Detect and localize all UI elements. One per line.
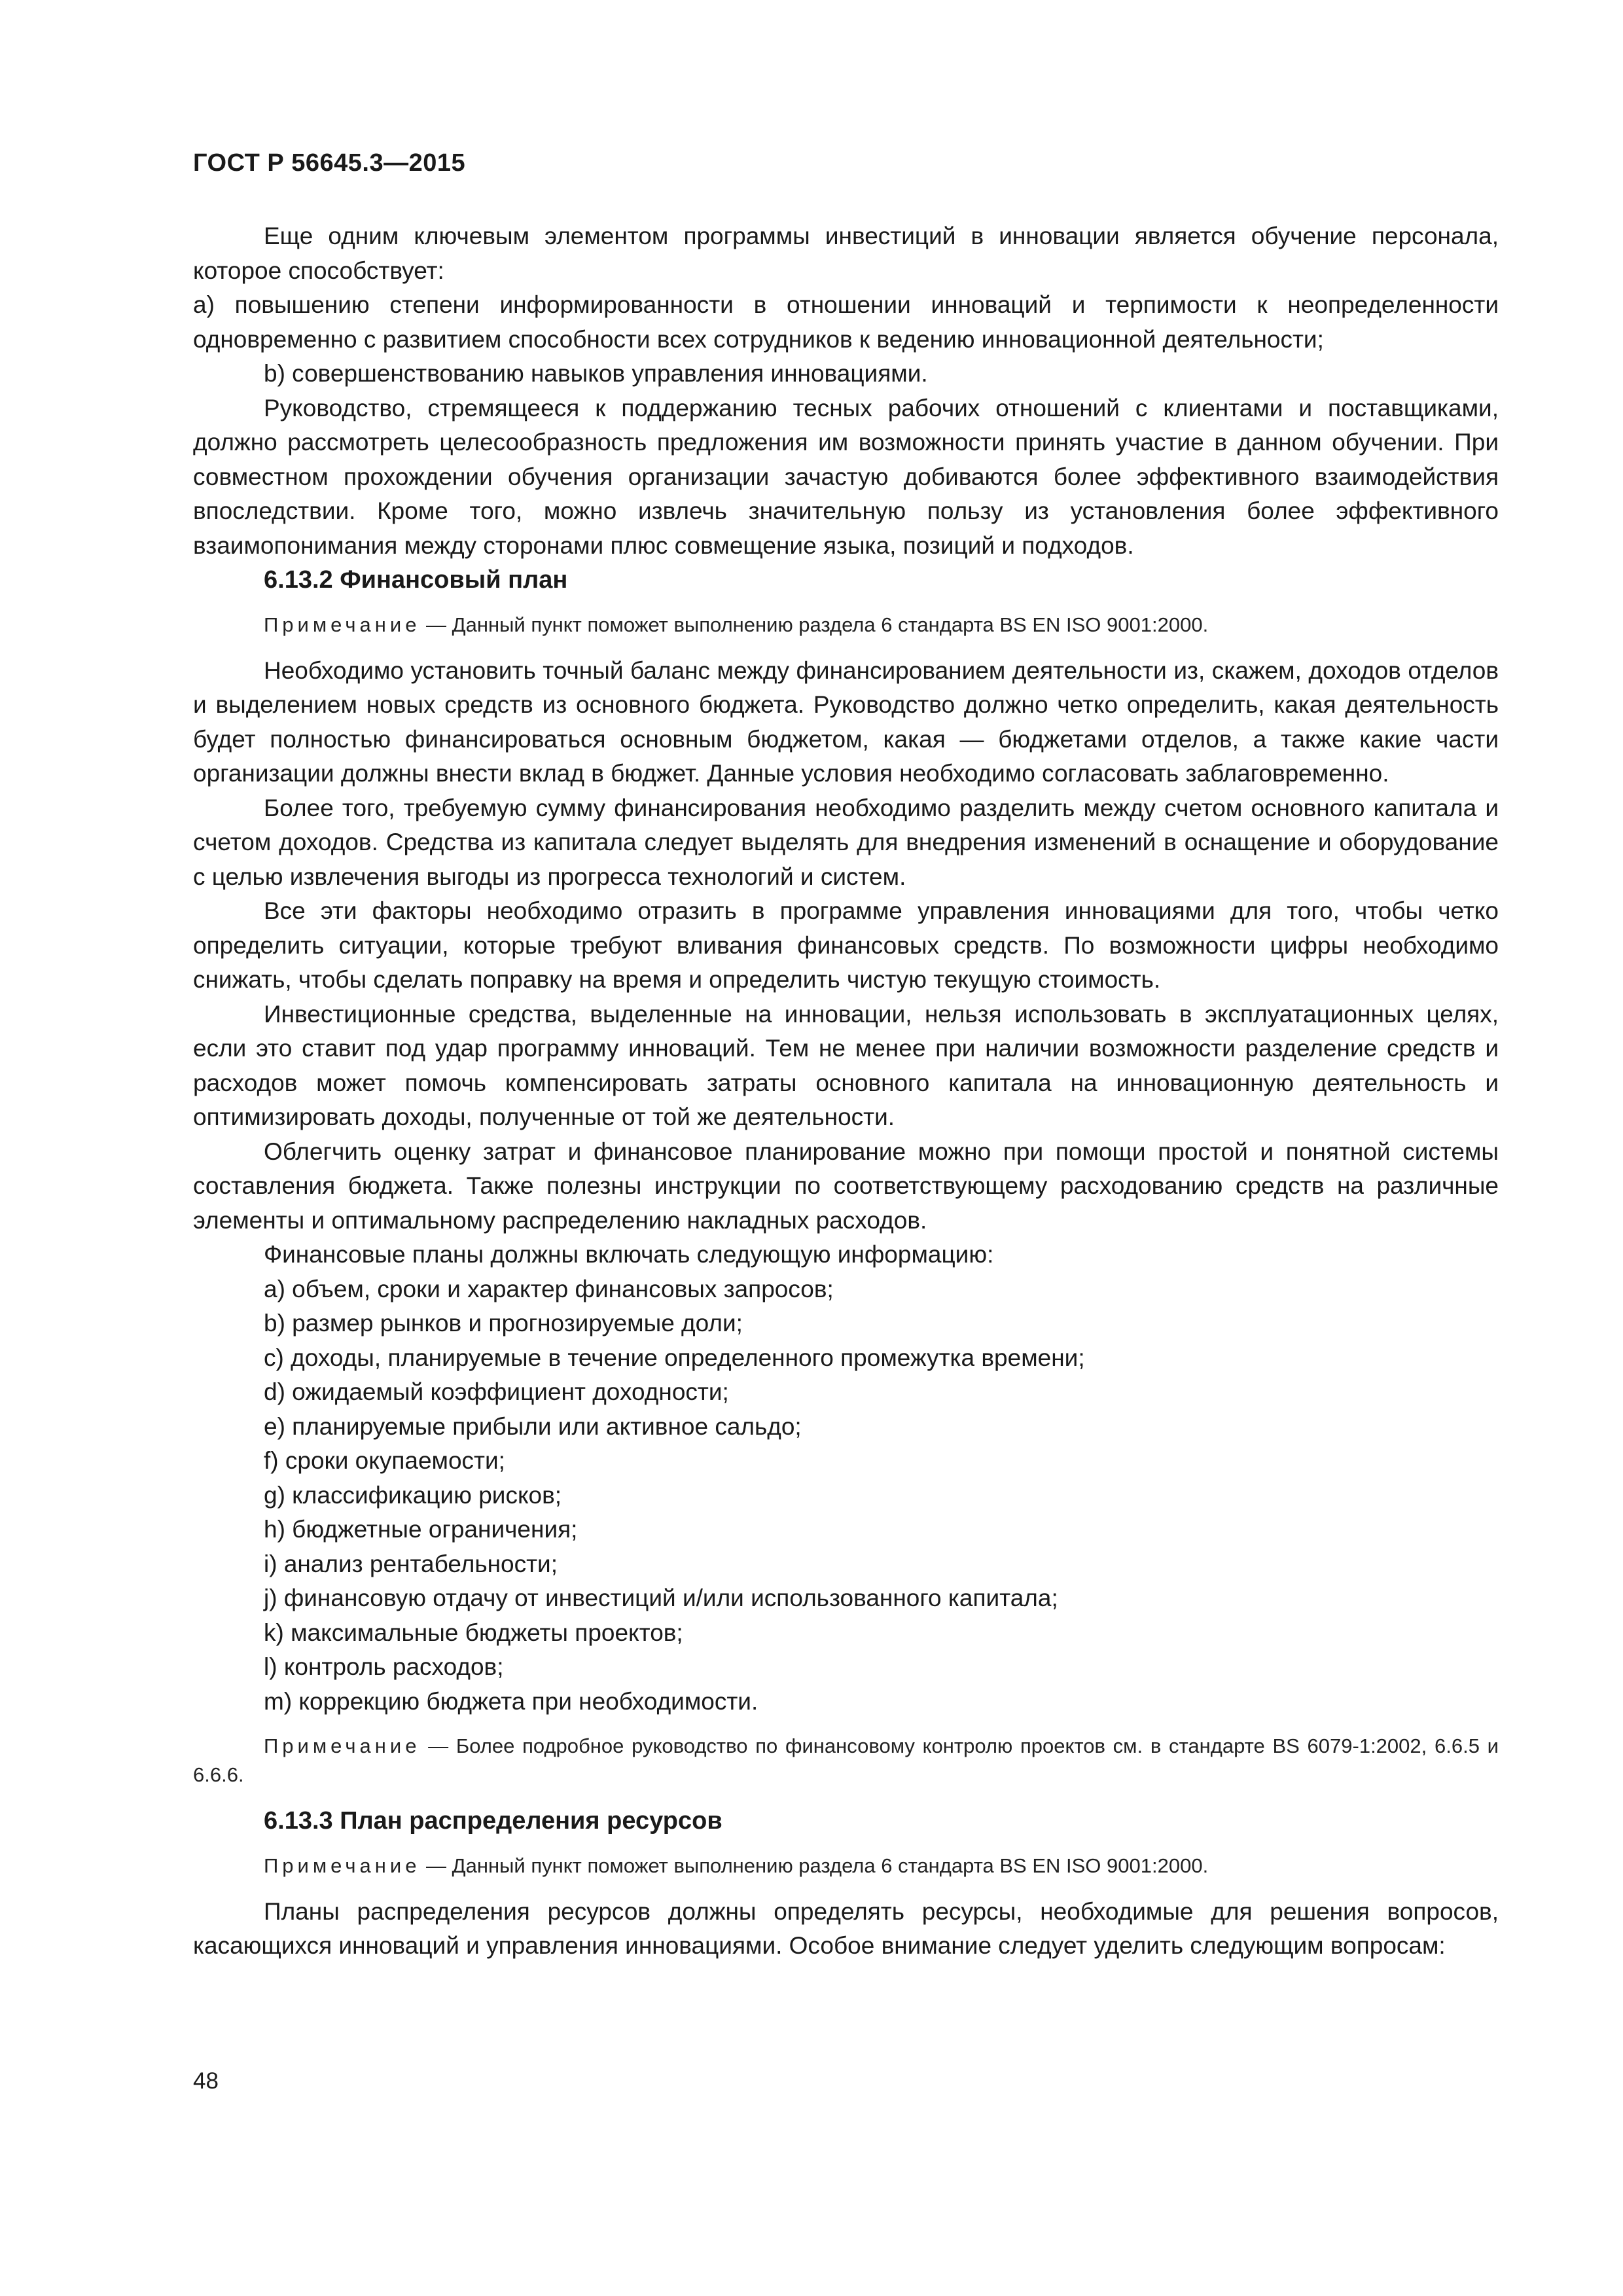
note-label: Примечание (264, 1854, 421, 1877)
paragraph-cost-estimation: Облегчить оценку затрат и финансовое планирование можно при помощи простой и понятной системы составления бюджета. Также полезны инструкции по соответствующему расходованию средств на различные элементы и оптимальному распределению накладных расходов. (193, 1138, 1499, 1234)
list-item: k) максимальные бюджеты проектов; (264, 1619, 683, 1646)
paragraph-capital-split: Более того, требуемую сумму финансирования необходимо разделить между счетом основного капитала и счетом доходов. Средства из капитала следует выделять для внедрения изменений в оснащение и оборудование с целью извлечения выгоды из прогресса технологий и систем. (193, 794, 1499, 890)
note-text: — Данный пункт поможет выполнению раздела 6 стандарта BS EN ISO 9001:2000. (420, 613, 1209, 636)
list-item-training-a: а) повышению степени информированности в отношении инноваций и терпимости к неопределенности одновременно с развитием способности всех сотрудников к ведению инновационной деятельности; (193, 291, 1499, 353)
note-6-13-2 (193, 611, 1499, 639)
paragraph-training: Еще одним ключевым элементом программы инвестиций в инновации является обучение персонала, которое способствует: (193, 223, 1499, 284)
list-item: i) анализ рентабельности; (264, 1550, 558, 1577)
list-item: d) ожидаемый коэффициент доходности; (264, 1378, 729, 1405)
list-item: е) планируемые прибыли или активное сальдо; (264, 1412, 802, 1440)
list-item: а) объем, сроки и характер финансовых запросов; (264, 1275, 834, 1302)
note-label: Примечание (264, 1734, 421, 1757)
paragraph-balance: Необходимо установить точный баланс между финансированием деятельности из, скажем, доходов отделов и выделением новых средств из основного бюджета. Руководство должно четко определить, какая деятельность будет полностью финансироваться основным бюджетом, какая — бюджетами отделов, а также какие части организации должны внести вклад в бюджет. Данные условия необходимо согласовать заблаговременно. (193, 656, 1499, 787)
section-heading-6-13-2: 6.13.2 Финансовый план (264, 566, 568, 594)
paragraph-resource-plans: Планы распределения ресурсов должны определять ресурсы, необходимые для решения вопросов, касающихся инноваций и управления инновациями. Особое внимание следует уделить следующим вопросам: (193, 1897, 1499, 1959)
list-item: f) сроки окупаемости; (264, 1447, 505, 1474)
section-heading-6-13-3: 6.13.3 План распределения ресурсов (264, 1807, 722, 1835)
paragraph-investment-funds: Инвестиционные средства, выделенные на инновации, нельзя использовать в эксплуатационных целях, если это ставит под удар программу инноваций. Тем не менее при наличии возможности разделение средств и расходов может помочь компенсировать затраты основного капитала на инновационную деятельность и оптимизировать доходы, полученные от той же деятельности. (193, 1000, 1499, 1130)
note-text: — Данный пункт поможет выполнению раздела 6 стандарта BS EN ISO 9001:2000. (420, 1854, 1209, 1877)
list-item: j) финансовую отдачу от инвестиций и/или использованного капитала; (264, 1585, 1058, 1611)
page-number: 48 (193, 2068, 219, 2094)
list-item-training-b: b) совершенствованию навыков управления инновациями. (264, 360, 928, 387)
list-item: l) контроль расходов; (264, 1653, 504, 1680)
list-item: h) бюджетные ограничения; (264, 1516, 578, 1543)
list-item: g) классификацию рисков; (264, 1481, 562, 1509)
paragraph-financial-plans-intro: Финансовые планы должны включать следующую информацию: (264, 1241, 994, 1268)
note-label: Примечание (264, 613, 421, 636)
document-body (193, 219, 1499, 1964)
note-6-13-3 (193, 1852, 1499, 1880)
document-standard-id: ГОСТ Р 56645.3—2015 (193, 149, 466, 177)
paragraph-factors: Все эти факторы необходимо отразить в программе управления инновациями для того, чтобы четко определить ситуации, которые требуют вливания финансовых средств. По возможности цифры необходимо снижать, чтобы сделать поправку на время и определить чистую текущую стоимость. (193, 897, 1499, 993)
paragraph-management-relations: Руководство, стремящееся к поддержанию тесных рабочих отношений с клиентами и поставщиками, должно рассмотреть целесообразность предложения им возможности принять участие в данном обучении. При совместном прохождении обучения организации зачастую добиваются более эффективного взаимодействия впоследствии. Кроме того, можно извлечь значительную пользу из установления более эффективного взаимопонимания между сторонами плюс совмещение языка, позиций и подходов. (193, 394, 1499, 559)
list-item: b) размер рынков и прогнозируемые доли; (264, 1310, 743, 1336)
note-text: — Более подробное руководство по финансовому контролю проектов см. в стандарте BS 6079-1:2002, 6.6.5 и 6.6.6. (193, 1734, 1499, 1786)
note-financial-control (193, 1732, 1499, 1789)
list-item: с) доходы, планируемые в течение определенного промежутка времени; (264, 1344, 1085, 1371)
list-item: m) коррекцию бюджета при необходимости. (264, 1687, 758, 1715)
